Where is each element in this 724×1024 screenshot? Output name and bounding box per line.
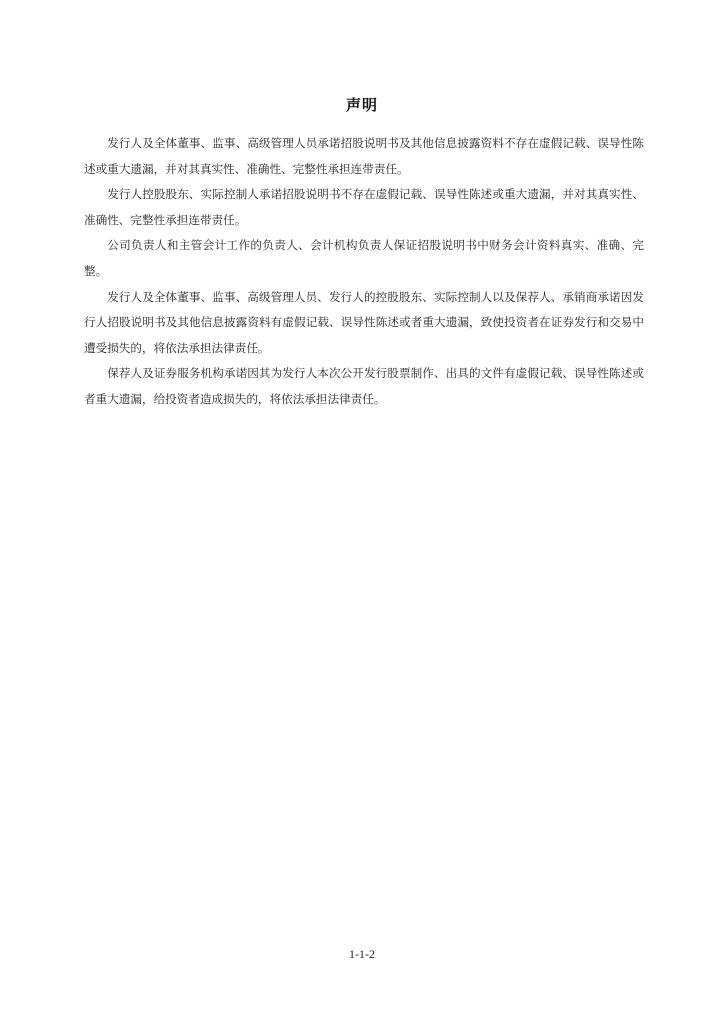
page-title: 声明 bbox=[345, 96, 378, 114]
statement-paragraph-sponsor-institutions: 保荐人及证券服务机构承诺因其为发行人本次公开发行股票制作、出具的文件有虚假记载、误导性陈述或者重大遗漏，给投资者造成损失的，将依法承担法律责任。 bbox=[84, 366, 644, 406]
statement-paragraph-joint-liability: 发行人及全体董事、监事、高级管理人员、发行人的控股股东、实际控制人以及保荐人、承销商承诺因发行人招股说明书及其他信息披露资料有虚假记载、误导性陈述或者重大遗漏，致使投资者在证券发行和交易中遭受损失的，将依法承担法律责任。 bbox=[84, 289, 644, 355]
page-number: 1-1-2 bbox=[349, 947, 375, 961]
statement-paragraph-issuer-directors: 发行人及全体董事、监事、高级管理人员承诺招股说明书及其他信息披露资料不存在虚假记载、误导性陈述或重大遗漏，并对其真实性、准确性、完整性承担连带责任。 bbox=[84, 136, 644, 176]
statement-body bbox=[84, 131, 644, 413]
statement-paragraph-controlling-shareholder: 发行人控股股东、实际控制人承诺招股说明书不存在虚假记载、误导性陈述或重大遗漏，并对其真实性、准确性、完整性承担连带责任。 bbox=[84, 187, 644, 227]
statement-paragraph-accounting-heads: 公司负责人和主管会计工作的负责人、会计机构负责人保证招股说明书中财务会计资料真实、准确、完整。 bbox=[84, 238, 644, 278]
